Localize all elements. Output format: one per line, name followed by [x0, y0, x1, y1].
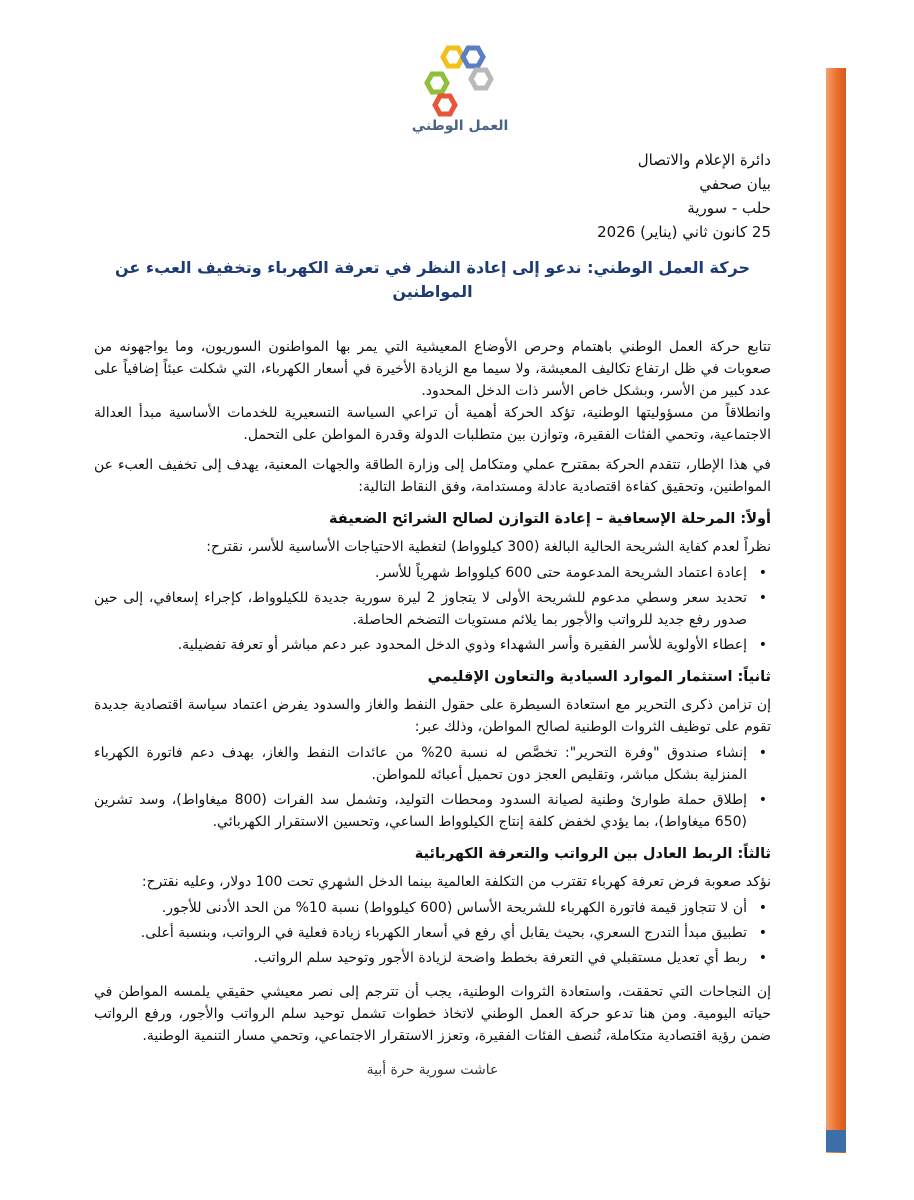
location: حلب - سورية — [687, 199, 771, 217]
section-intro: إن تزامن ذكرى التحرير مع استعادة السيطرة على حقول النفط والغاز والسدود يفرض اعتماد سياسة اقتصادية جديدة تقوم على توظيف الثروات الوطنية لصالح المواطن، وذلك عبر: — [94, 697, 771, 735]
bullet-item: • تحديد سعر وسطي مدعوم للشريحة الأولى لا يتجاوز 2 ليرة سورية جديدة للكيلوواط، كإجراء إسعافي، إلى حين صدور رفع جديد للرواتب والأجور بما يلائم مستويات التضخم الحاصلة. — [94, 587, 747, 631]
intro-paragraph: تتابع حركة العمل الوطني باهتمام وحرص الأوضاع المعيشية التي يمر بها المواطنون السوريون، وما يواجهونه من صعوبات في ظل ارتفاع تكاليف المعيشة، ولا سيما مع الزيادة الأخيرة في أسعار الكهرباء، التي شكلت عبئاً إضافياً على عدد كبير من الأسر، وبشكل خاص الأسر ذات الدخل المحدود. — [94, 339, 771, 399]
section-heading: ثانياً: استثمار الموارد السيادية والتعاون الإقليمي — [427, 669, 771, 685]
date: 25 كانون ثاني (يناير) 2026 — [597, 223, 771, 241]
section-heading: ثالثاً: الربط العادل بين الرواتب والتعرفة الكهربائية — [414, 846, 771, 862]
section-intro: نؤكد صعوبة فرض تعرفة كهرباء تقترب من التكلفة العالمية بينما الدخل الشهري تحت 100 دولار، وعليه نقترح: — [141, 874, 771, 890]
signoff-slogan: عاشت سورية حرة أبية — [366, 1062, 499, 1078]
section — [94, 666, 771, 833]
hexagon-red — [435, 96, 455, 114]
bullet-item: • أن لا تتجاوز قيمة فاتورة الكهرباء للشريحة الأساس (600 كيلوواط) نسبة 10% من الحد الأدنى للأجور. — [94, 897, 747, 919]
intro-paragraph: وانطلاقاً من مسؤوليتها الوطنية، تؤكد الحركة أهمية أن تراعي السياسة التسعيرية للخدمات الأساسية مبدأ العدالة الاجتماعية، وتحمي الفئات الفقيرة، وتوازن بين متطلبات الدولة وقدرة المواطن على التحمل. — [94, 405, 771, 443]
hexagon-yellow — [443, 48, 463, 66]
hexagon-green — [427, 74, 447, 92]
decorative-side-bar — [826, 68, 846, 1153]
bullet-item: • ربط أي تعديل مستقبلي في التعرفة بخطط واضحة لزيادة الأجور وتوحيد سلم الرواتب. — [94, 947, 747, 969]
bullet-item: • إعادة اعتماد الشريحة المدعومة حتى 600 كيلوواط شهرياً للأسر. — [94, 562, 747, 584]
bullet-item: • إعطاء الأولوية للأسر الفقيرة وأسر الشهداء وذوي الدخل المحدود عبر دعم مباشر أو تعرفة تفضيلية. — [94, 634, 747, 656]
section-intro: نظراً لعدم كفاية الشريحة الحالية البالغة (300 كيلوواط) لتغطية الاحتياجات الأساسية للأسر، نقترح: — [206, 539, 771, 555]
bullet-item: • إنشاء صندوق "وفرة التحرير": تخصَّص له نسبة 20% من عائدات النفط والغاز، بهدف دعم فاتورة الكهرباء المنزلية بشكل مباشر، وتقليص العجز دون تحميل أعبائه للمواطن. — [94, 742, 747, 786]
section-heading: أولاً: المرحلة الإسعافية – إعادة التوازن لصالح الشرائح الضعيفة — [329, 511, 771, 527]
bullet-list — [94, 897, 771, 969]
bullet-list — [94, 562, 771, 656]
bullet-list — [94, 742, 771, 833]
hexagon-cluster-icon — [427, 48, 491, 114]
hexagon-blue — [463, 48, 483, 66]
decorative-side-tab — [826, 1130, 846, 1152]
header-block — [94, 148, 771, 244]
bullet-item: • إطلاق حملة طوارئ وطنية لصيانة السدود ومحطات التوليد، وتشمل سد الفرات (800 ميغاواط)، وسد تشرين (650 ميغاواط)، بما يؤدي لخفض كلفة إنتاج الكيلوواط الساعي، وتحسين الاستقرار الكهربائي. — [94, 789, 747, 833]
section — [94, 508, 771, 656]
hexagon-gray — [471, 70, 491, 88]
document-body — [94, 148, 771, 1081]
closing-paragraph: إن النجاحات التي تحققت، واستعادة الثروات الوطنية، يجب أن تترجم إلى نصر معيشي حقيقي يلمسه المواطن في حياته اليومية. ومن هنا تدعو حركة العمل الوطني لاتخاذ خطوات تشمل توحيد سلم الرواتب والأجور، ورفع الرواتب ضمن رؤية اقتصادية متكاملة، تُنصف الفئات الفقيرة، وتعزز الاستقرار الاجتماعي، وتحمي مسار التنمية الوطنية. — [94, 984, 771, 1044]
document-type: بيان صحفي — [699, 175, 771, 193]
intro-paragraph: في هذا الإطار، تتقدم الحركة بمقترح عملي ومتكامل إلى وزارة الطاقة والجهات المعنية، يهدف إلى تخفيف العبء عن المواطنين، وتحقيق كفاءة اقتصادية عادلة ومستدامة، وفق النقاط التالية: — [94, 457, 771, 495]
department-name: دائرة الإعلام والاتصال — [637, 151, 771, 169]
section — [94, 843, 771, 969]
bullet-item: • تطبيق مبدأ التدرج السعري، بحيث يقابل أي رفع في أسعار الكهرباء زيادة فعلية في الرواتب، وبنسبة أعلى. — [94, 922, 747, 944]
logo-text: العمل الوطني — [411, 118, 509, 134]
press-release-title: حركة العمل الوطني: ندعو إلى إعادة النظر في تعرفة الكهرباء وتخفيف العبء عن المواطنين — [114, 258, 750, 301]
